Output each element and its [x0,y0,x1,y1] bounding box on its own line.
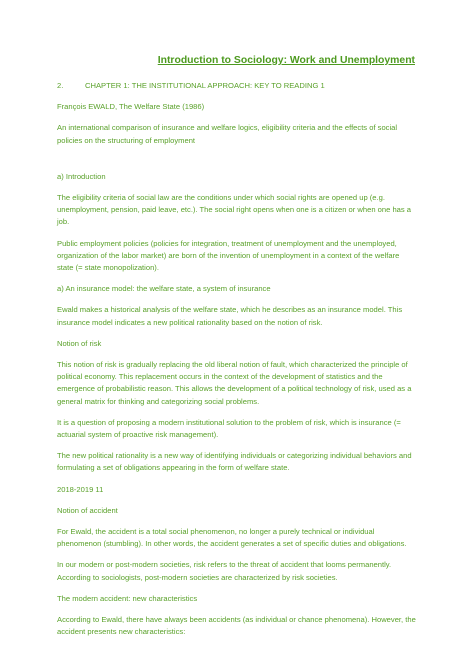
rationality-paragraph: The new political rationality is a new way of identifying individuals or categorizing individual behaviors and formulating a set of obligations appearing in the form of welfare state. [57,451,412,473]
chapter-heading-text: CHAPTER 1: THE INSTITUTIONAL APPROACH: KEY TO READING 1 [85,81,325,90]
modern-accident-heading: The modern accident: new characteristics [57,593,198,603]
according-paragraph: According to Ewald, there have always been accidents (as individual or chance phenomena). However, the accident presents new characteristics: [57,615,416,637]
summary-paragraph: An international comparison of insurance and welfare logics, eligibility criteria and the effects of social policies on the structuring of employment [57,123,398,145]
chapter-heading [57,80,417,92]
modern-societies-paragraph: In our modern or post-modern societies, risk refers to the threat of accident that looms permanently. According to sociologists, post-modern societies are characterized by risk societies. [57,560,392,582]
insurance-question-paragraph: It is a question of proposing a modern institutional solution to the problem of risk, which is insurance (= actuarial system of proactive risk management). [57,417,401,440]
chapter-number: 2. [57,81,64,90]
risk-paragraph: This notion of risk is gradually replacing the old liberal notion of fault, which characterized the principle of political economy. This replacement occurs in the context of the development of statistics and the emergence of probabilistic reason. This allows the development of a political technology of risk, used as a general matrix for thinking and categorizing social problems. [57,360,412,406]
document-title: Introduction to Sociology: Work and Unemployment [157,55,415,66]
page-marker: 2018-2019 11 [57,484,104,494]
ewald-paragraph: Ewald makes a historical analysis of the welfare state, which he describes as an insurance model. This insurance model indicates a new political rationality based on the notion of risk. [57,305,403,327]
accident-paragraph: For Ewald, the accident is a total social phenomenon, no longer a purely technical or individual phenomenon (stumbling). In other words, the accident generates a set of specific duties and obligations. [57,527,407,549]
eligibility-paragraph: The eligibility criteria of social law are the conditions under which social rights are opened up (e.g. unemployment, pension, paid leave, etc.). The social right opens when one is a citizen or when one has a job. [57,193,412,227]
section-introduction-heading: a) Introduction [57,171,106,181]
author-line: François EWALD, The Welfare State (1986) [57,102,205,112]
accident-heading: Notion of accident [57,505,118,515]
risk-heading: Notion of risk [57,338,102,348]
insurance-model-heading: a) An insurance model: the welfare state, a system of insurance [57,284,271,294]
public-policies-paragraph: Public employment policies (policies for integration, treatment of unemployment and the unemployed, organization of the labor market) are born of the invention of unemployment in a context of the welfare state (= state monopolization). [57,238,400,273]
